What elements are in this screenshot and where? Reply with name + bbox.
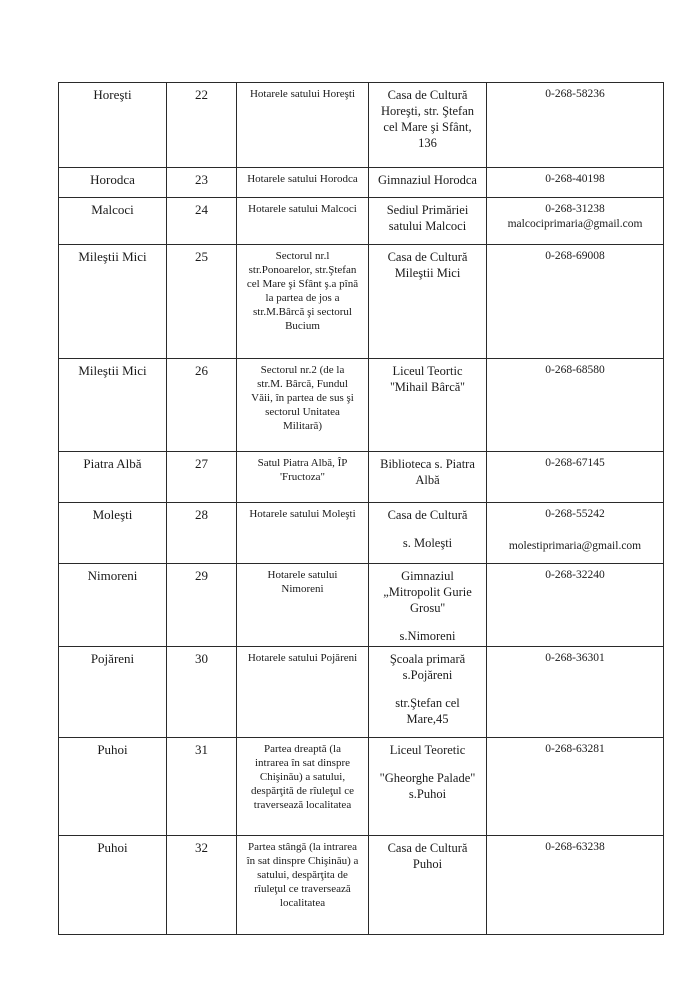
line-gap [490,522,660,539]
area-cell [237,452,369,503]
venue-cell [369,168,487,198]
venue-cell [369,836,487,935]
area-cell [237,168,369,198]
area-line: Militară) [282,420,323,432]
table-row [59,452,664,503]
venue-line: Gimnaziul [401,569,454,583]
phone-number: 0-268-67145 [545,457,605,469]
contact-cell [487,359,664,452]
phone-number: 0-268-40198 [545,173,605,185]
contact-cell [487,245,664,359]
area-cell [237,198,369,245]
locality-name: Mileştii Mici [78,249,147,264]
station-number: 32 [195,840,208,855]
venue-line: "Gheorghe Palade" [379,771,476,785]
area-line: în sat dinspre Chişinău) a [246,855,359,867]
area-line: str.Ponoarelor, str.Ştefan [248,264,357,276]
area-line: Partea stângă (la intrarea [247,841,358,853]
venue-line: Casa de Cultură [387,250,468,264]
area-line: Satul Piatra Albă, ÎP [257,457,348,469]
venue-line: Biblioteca s. Piatra [380,457,475,471]
venue-cell [369,503,487,564]
area-line: despărţită de rîuleţul ce [251,785,354,797]
locality-cell [59,738,167,836]
table-body [59,83,664,935]
venue-line: Liceul Teoretic [389,743,466,757]
area-line: Hotarele satului Malcoci [248,203,357,215]
locality-name: Puhoi [97,742,128,757]
phone-number: 0-268-31238 [545,203,605,215]
area-line: satului, despărţita de [257,869,348,881]
station-number: 25 [195,249,208,264]
contact-cell [487,647,664,738]
venue-line: Albă [415,473,440,487]
venue-cell [369,359,487,452]
area-cell [237,738,369,836]
phone-number: 0-268-63238 [545,841,605,853]
table-row [59,564,664,647]
station-number: 26 [195,363,208,378]
phone-number: 0-268-58236 [545,88,605,100]
phone-number: 0-268-32240 [545,569,605,581]
station-number: 28 [195,507,208,522]
locality-cell [59,245,167,359]
locality-cell [59,503,167,564]
venue-line: Casa de Cultură [387,508,468,522]
station-number: 31 [195,742,208,757]
area-line: Hotarele satului Horeşti [249,88,356,100]
area-line: Hotarele satului Moleşti [249,508,356,520]
contact-cell [487,452,664,503]
station-number: 29 [195,568,208,583]
station-number-cell [167,245,237,359]
area-line: Chişinău) a satului, [259,771,346,783]
contact-cell [487,83,664,168]
table-row [59,83,664,168]
venue-line: Casa de Cultură [387,841,468,855]
locality-name: Pojăreni [90,651,135,666]
contact-cell [487,198,664,245]
venue-line: Şcoala primară [389,652,466,666]
locality-name: Malcoci [91,202,134,217]
contact-cell [487,503,664,564]
venue-line: s.Puhoi [408,787,447,801]
area-line: la partea de jos a [265,292,340,304]
locality-cell [59,564,167,647]
phone-number: 0-268-55242 [545,508,605,520]
locality-name: Nimoreni [87,568,138,583]
phone-number: 0-268-69008 [545,250,605,262]
locality-name: Puhoi [97,840,128,855]
email-address: malcociprimaria@gmail.com [507,218,643,230]
venue-line: 136 [418,136,437,150]
venue-cell [369,83,487,168]
station-number-cell [167,503,237,564]
venue-line: str.Ştefan cel [395,696,460,710]
venue-line: Gimnaziul Horodca [378,173,477,187]
locality-name: Mileştii Mici [78,363,147,378]
table-row [59,738,664,836]
line-gap [372,523,483,535]
area-line: cel Mare şi Sfânt ş.a pînă [246,278,359,290]
station-number-cell [167,564,237,647]
station-number-cell [167,198,237,245]
area-line: Văii, în partea de sus şi [251,392,354,404]
venue-cell [369,564,487,647]
venue-line: Sediul Primăriei [386,203,469,217]
station-number-cell [167,647,237,738]
contact-cell [487,836,664,935]
area-line: traversează localitatea [253,799,352,811]
area-cell [237,564,369,647]
area-line: rîuleţul ce traversează [254,883,351,895]
station-number-cell [167,836,237,935]
line-gap [372,616,483,628]
area-cell [237,83,369,168]
venue-line: Puhoi [412,857,443,871]
venue-line: cel Mare şi Sfânt, [383,120,472,134]
venue-line: satului Malcoci [388,219,467,233]
line-gap [372,758,483,770]
area-cell [237,836,369,935]
venue-line: Liceul Teortic [392,364,463,378]
locality-cell [59,83,167,168]
area-line: Sectorul nr.2 (de la [260,364,345,376]
area-line: 'Fructoza" [280,471,325,483]
phone-number: 0-268-68580 [545,364,605,376]
area-line: intrarea în sat dinspre [255,757,350,769]
venue-line: s. Moleşti [402,536,453,550]
station-number-cell [167,452,237,503]
venue-line: Mare,45 [406,712,449,726]
venue-cell [369,738,487,836]
locality-cell [59,198,167,245]
venue-line: Horeşti, str. Ştefan [380,104,475,118]
table-row [59,359,664,452]
venue-line: Grosu'' [409,601,446,615]
phone-number: 0-268-63281 [545,743,605,755]
area-line: str.M.Bârcă şi sectorul [253,306,352,318]
station-number-cell [167,738,237,836]
station-number: 22 [195,87,208,102]
venue-line: Casa de Cultură [387,88,468,102]
venue-line: Mileştii Mici [394,266,461,280]
table-row [59,245,664,359]
area-cell [237,647,369,738]
table-row [59,647,664,738]
station-number-cell [167,83,237,168]
locality-cell [59,452,167,503]
area-line: Nimoreni [281,583,324,595]
locality-cell [59,168,167,198]
venue-line: s.Pojăreni [402,668,453,682]
venue-line: s.Nimoreni [399,629,456,643]
station-number-cell [167,359,237,452]
contact-cell [487,168,664,198]
station-number: 24 [195,202,208,217]
venue-cell [369,198,487,245]
area-line: Hotarele satului [267,569,338,581]
area-line: str.M. Bârcă, Fundul [257,378,348,390]
contact-cell [487,738,664,836]
area-line: Bucium [285,320,320,332]
venue-cell [369,245,487,359]
area-line: Sectorul nr.l [275,250,330,262]
area-cell [237,503,369,564]
locality-name: Piatra Albă [83,456,142,471]
area-line: localitatea [279,897,326,909]
polling-stations-table [58,82,664,935]
area-line: Hotarele satului Pojăreni [247,652,358,664]
area-cell [237,359,369,452]
table-row [59,836,664,935]
venue-cell [369,647,487,738]
station-number: 27 [195,456,208,471]
station-number: 30 [195,651,208,666]
line-gap [372,683,483,695]
table-row [59,168,664,198]
area-line: Partea dreaptă (la [264,743,341,755]
locality-name: Horeşti [93,87,132,102]
venue-line: „Mitropolit Gurie [383,585,472,599]
locality-name: Moleşti [92,507,133,522]
phone-number: 0-268-36301 [545,652,605,664]
station-number: 23 [195,172,208,187]
venue-cell [369,452,487,503]
locality-cell [59,647,167,738]
locality-cell [59,836,167,935]
locality-cell [59,359,167,452]
email-address: molestiprimaria@gmail.com [508,540,642,552]
table-row [59,503,664,564]
locality-name: Horodca [90,172,135,187]
area-line: Hotarele satului Horodca [247,173,358,185]
area-line: sectorul Unitatea [265,406,340,418]
table-row [59,198,664,245]
contact-cell [487,564,664,647]
area-cell [237,245,369,359]
venue-line: ''Mihail Bârcă'' [390,380,465,394]
station-number-cell [167,168,237,198]
